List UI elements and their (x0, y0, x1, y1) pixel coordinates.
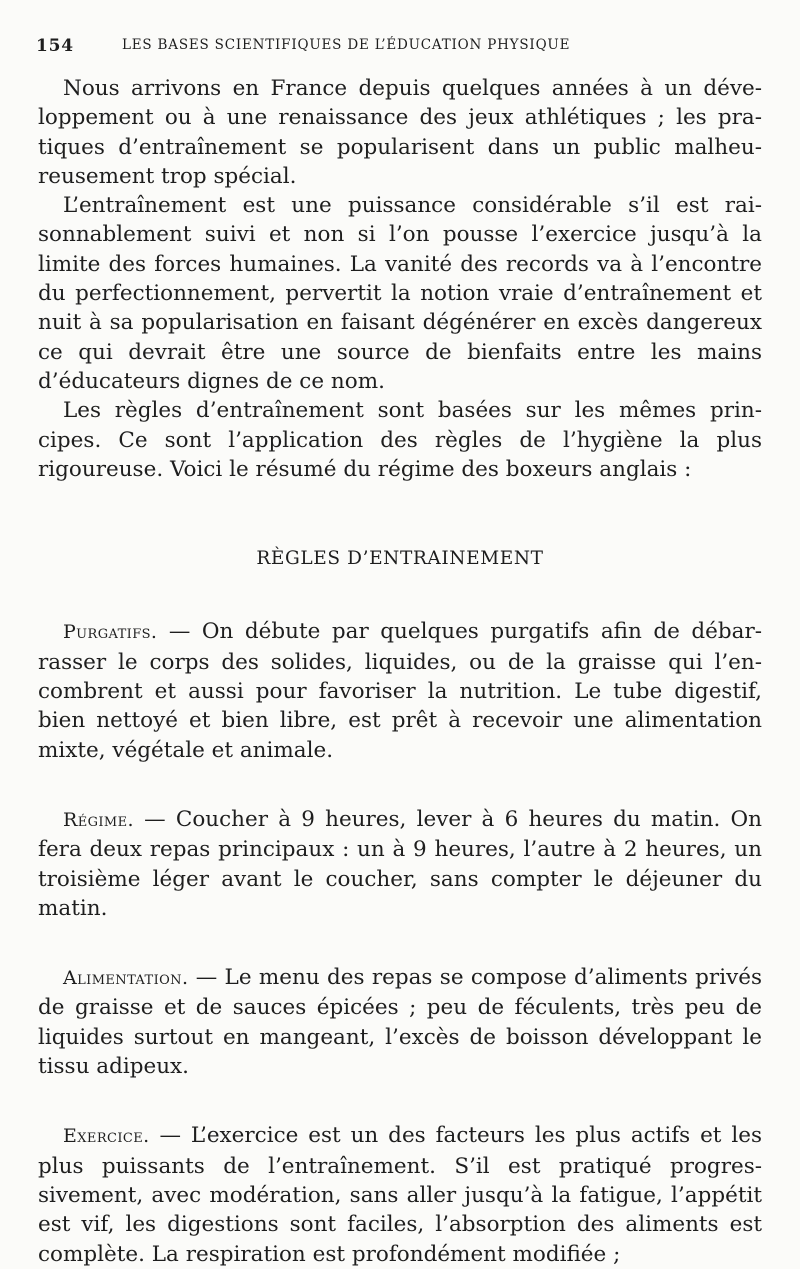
running-head (36, 36, 762, 58)
rule-text: — Coucher à 9 heures, lever à 6 heures du matin. On fera deux repas principaux : un à 9 heures, l’autre à 2 heures, un troisième léger avant le coucher, sans compter le déjeuner du matin. (38, 806, 762, 921)
body-text (38, 74, 762, 1269)
paragraph-training-rules: Les règles d’entraînement sont basées sur les mêmes principes. Ce sont l’application des règles de l’hygiène la plus rigoureuse. Voici le résumé du régime des boxeurs anglais : (38, 398, 762, 482)
rule-regime (38, 805, 762, 923)
rule-term: Purgatifs. (63, 621, 158, 644)
page-number: 154 (36, 36, 74, 56)
rule-purgatifs (38, 617, 762, 764)
paragraph-training-power: L’entraînement est une puissance considérable s’il est raisonnablement suivi et non si l’on pousse l’exercice jusqu’à la limite des forces humaines. La vanité des records va à l’encontre du perfectionnement, pervertit la notion vraie d’entraînement et nuit à sa popularisation en faisant dégénérer en excès dangereux ce qui devrait être une source de bienfaits entre les mains d’éducateurs dignes de ce nom. (38, 193, 762, 394)
rule-term: Exercice. (63, 1125, 150, 1148)
rule-text: — L’exercice est un des facteurs les plus actifs et les plus puissants de l’entraînement. S’il est pratiqué progressivement, avec modération, sans aller jusqu’à la fatigue, l’appétit est vif, les digestions sont faciles, l’absorption des aliments est complète. La respiration est profondément modifiée ; (38, 1123, 762, 1267)
rule-text: — Le menu des repas se compose d’aliments privés de graisse et de sauces épicées ; peu de féculents, très peu de liquides surtout en mangeant, l’excès de boisson développant le tissu adipeux. (38, 965, 762, 1080)
paragraph-intro-development: Nous arrivons en France depuis quelques années à un développement ou à une renaissance des jeux athlétiques ; les pratiques d’entraînement se popularisent dans un public malheureusement trop spécial. (38, 76, 762, 189)
rule-exercice (38, 1121, 762, 1268)
rule-term: Régime. (63, 808, 134, 831)
section-title: RÈGLES D’ENTRAINEMENT (256, 548, 544, 570)
rule-alimentation (38, 963, 762, 1081)
running-title: LES BASES SCIENTIFIQUES DE L’ÉDUCATION PHYSIQUE (122, 37, 571, 53)
rule-term: Alimentation. (63, 967, 189, 990)
rule-text: — On débute par quelques purgatifs afin de débarrasser le corps des solides, liquides, ou de la graisse qui l’encombrent et aussi pour favoriser la nutrition. Le tube digestif, bien nettoyé et bien libre, est prêt à recevoir une alimentation mixte, végétale et animale. (38, 619, 762, 763)
